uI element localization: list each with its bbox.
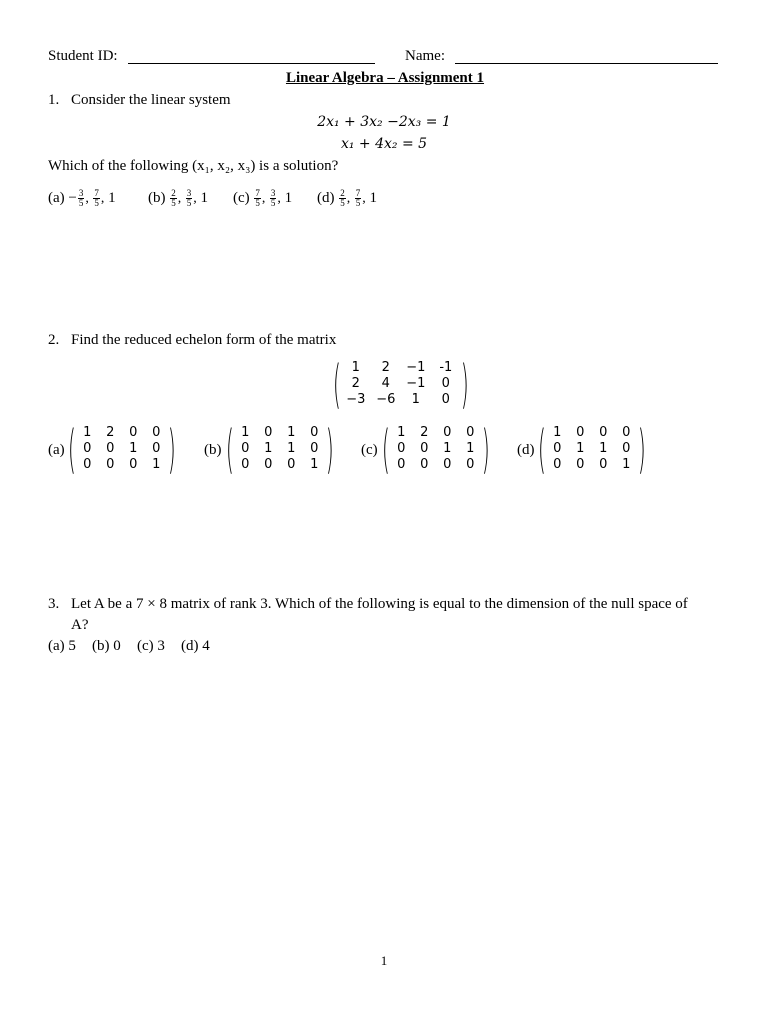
q2-option-matrix-b-row-2: [234, 441, 326, 457]
q1-option-fraction-1-numerator: 7: [255, 188, 260, 198]
q1-option-fraction-2-numerator: 7: [355, 188, 361, 198]
q2-given-matrix-cell: 4: [381, 376, 390, 391]
q2-option-matrix-d-row-2: [546, 441, 638, 457]
q2-option-matrix-b-cell: 0: [241, 441, 250, 456]
q2-option-matrix-b-cell: 1: [310, 457, 319, 472]
name-field[interactable]: [455, 48, 718, 64]
q2-option-matrix-c-row-3: [390, 457, 482, 473]
q1-option-label: (a): [48, 189, 69, 206]
q2-option-matrix-d-cell: 0: [622, 441, 631, 456]
q1-option-fraction-1: [170, 189, 177, 208]
q2-option-matrix-b-entries: [234, 425, 326, 473]
q2-option-matrix-c-cell: 0: [397, 441, 406, 456]
q2-option-label-d[interactable]: (d): [517, 442, 535, 458]
q2-option-matrix-c-cell: 2: [420, 425, 429, 440]
q2-option-matrix-a-cell: 0: [152, 425, 161, 440]
q2-option-matrix-d-cell: 0: [599, 457, 608, 472]
q2-option-matrix-b: [226, 417, 334, 481]
q2-option-matrix-c-left-paren: (: [382, 417, 390, 481]
q2-given-matrix-cell: 2: [351, 376, 360, 391]
q1-option-comma: ,: [100, 190, 105, 206]
q1-option-c[interactable]: [233, 189, 292, 208]
q1-option-b[interactable]: [148, 189, 208, 208]
q1-number: 1.: [48, 92, 60, 108]
q2-option-matrix-d-cell: 1: [622, 457, 631, 472]
q1-option-label: (d): [317, 189, 339, 206]
q2-option-matrix-a-cell: 0: [106, 441, 115, 456]
q2-option-matrix-a-row-3: [76, 457, 168, 473]
q2-option-matrix-b-cell: 1: [264, 441, 273, 456]
q2-option-matrix-a-cell: 0: [83, 457, 92, 472]
q2-option-label-a[interactable]: (a): [48, 442, 65, 458]
q2-option-matrix-a-cell: 0: [106, 457, 115, 472]
q2-option-matrix-c-cell: 0: [466, 457, 475, 472]
q2-given-matrix-cell: 1: [411, 392, 420, 407]
q1-option-comma: ,: [346, 190, 354, 206]
q2-option-matrix-a-row-1: [76, 425, 168, 441]
q1-option-value: 1: [365, 189, 377, 206]
q2-option-matrix-b-cell: 0: [310, 425, 319, 440]
q1-option-fraction-1-denominator: 5: [340, 198, 345, 208]
q2-option-matrix-c-entries: [390, 425, 482, 473]
q1-option-fraction-2-numerator: 3: [270, 188, 276, 198]
q3-option-a[interactable]: (a) 5: [48, 638, 76, 654]
q2-option-label-b[interactable]: (b): [204, 442, 222, 458]
q2-given-matrix-cell: 2: [381, 360, 390, 375]
q1-option-value: 1: [280, 189, 293, 206]
q2-option-matrix-d-cell: 0: [553, 441, 562, 456]
student-id-label: Student ID:: [48, 48, 118, 64]
q1-option-comma: ,: [261, 190, 269, 206]
q3-number: 3.: [48, 596, 60, 612]
q1-option-fraction-2: [93, 189, 100, 208]
q2-option-matrix-c-cell: 1: [466, 441, 475, 456]
q2-option-matrix-a-cell: 0: [152, 441, 161, 456]
q2-option-matrix-d-cell: 0: [576, 425, 585, 440]
q2-option-matrix-b-left-paren: (: [226, 417, 234, 481]
q1-option-fraction-1: [78, 189, 85, 208]
q1-option-value: 1: [104, 189, 116, 206]
q1-option-fraction-1: [339, 189, 346, 208]
q2-option-matrix-a-cell: 0: [129, 457, 138, 472]
q2-given-matrix-cell: 0: [441, 392, 450, 407]
q2-option-matrix-b-cell: 0: [264, 457, 273, 472]
q2-option-matrix-b-row-3: [234, 457, 326, 473]
q2-option-matrix-c-cell: 0: [466, 425, 475, 440]
q2-option-matrix-b-cell: 1: [287, 425, 296, 440]
q1-equation-2: x₁ + 4x₂ = 5: [340, 136, 428, 152]
q1-question: Which of the following (x₁, x₂, x₃) is a solution?: [48, 158, 339, 174]
q1-text: Consider the linear system: [71, 92, 231, 108]
q1-option-fraction-2-numerator: 7: [94, 188, 99, 198]
q2-option-matrix-a-cell: 1: [83, 425, 92, 440]
q2-given-matrix-cell: −6: [376, 392, 396, 407]
q1-option-fraction-2-denominator: 5: [94, 198, 99, 208]
q2-option-matrix-d-cell: 0: [576, 457, 585, 472]
q1-option-fraction-2-denominator: 5: [355, 198, 361, 208]
q1-option-comma: ,: [193, 190, 197, 206]
q2-option-matrix-b-row-1: [234, 425, 326, 441]
q1-option-fraction-2-denominator: 5: [186, 198, 192, 208]
q2-option-matrix-d-cell: 0: [622, 425, 631, 440]
q2-option-matrix-b-cell: 0: [310, 441, 319, 456]
q1-option-fraction-1-denominator: 5: [255, 198, 260, 208]
q2-given-matrix-cell: 1: [351, 360, 360, 375]
q2-option-matrix-b-cell: 0: [241, 457, 250, 472]
q1-option-comma: ,: [85, 190, 93, 206]
q2-option-matrix-a-cell: 0: [129, 425, 138, 440]
q2-given-matrix-row-2: [341, 376, 461, 392]
q1-option-fraction-1-numerator: 3: [78, 188, 84, 198]
q2-option-matrix-a-left-paren: (: [68, 417, 76, 481]
q3-option-c[interactable]: (c) 3: [137, 638, 165, 654]
q2-option-matrix-d-left-paren: (: [538, 417, 546, 481]
q2-given-matrix-entries: [341, 360, 461, 408]
q2-option-matrix-a-cell: 0: [83, 441, 92, 456]
q2-option-matrix-a-cell: 2: [106, 425, 115, 440]
q1-option-sign: −: [68, 189, 77, 206]
q1-option-fraction-2: [186, 189, 193, 208]
q2-given-matrix-cell: 0: [441, 376, 450, 391]
q2-option-matrix-d: [538, 417, 646, 481]
q2-option-matrix-d-right-paren: ): [637, 417, 646, 481]
q2-option-matrix-c: [382, 417, 490, 481]
q2-given-matrix-row-1: [341, 360, 461, 376]
q1-option-comma: ,: [277, 190, 281, 206]
q2-option-matrix-c-cell: 0: [397, 457, 406, 472]
q2-option-matrix-a-right-paren: ): [167, 417, 176, 481]
q1-option-fraction-1-numerator: 2: [340, 188, 345, 198]
q2-option-matrix-d-row-1: [546, 425, 638, 441]
q2-option-matrix-d-cell: 1: [599, 441, 608, 456]
q2-option-matrix-d-entries: [546, 425, 638, 473]
q2-text: Find the reduced echelon form of the matrix: [71, 332, 337, 348]
q2-option-matrix-c-cell: 1: [397, 425, 406, 440]
q2-option-matrix-b-right-paren: ): [325, 417, 334, 481]
q2-option-matrix-a-row-2: [76, 441, 168, 457]
q2-given-matrix: [333, 352, 469, 416]
q1-option-fraction-1: [254, 189, 261, 208]
q1-option-label: (c): [233, 189, 254, 206]
q2-given-matrix-row-3: [341, 392, 461, 408]
q2-option-matrix-a-entries: [76, 425, 168, 473]
q2-given-matrix-right-paren: ): [460, 352, 469, 416]
q1-option-fraction-1-numerator: 2: [171, 188, 176, 198]
q2-option-matrix-c-cell: 0: [443, 425, 452, 440]
q1-option-value: 1: [196, 189, 208, 206]
q2-option-matrix-a-cell: 1: [152, 457, 161, 472]
student-id-field[interactable]: [128, 48, 375, 64]
q1-option-fraction-2-numerator: 3: [186, 188, 192, 198]
q2-option-matrix-c-cell: 1: [443, 441, 452, 456]
q1-option-label: (b): [148, 189, 170, 206]
q2-option-matrix-d-cell: 0: [599, 425, 608, 440]
q1-option-comma: ,: [177, 190, 185, 206]
q2-option-matrix-c-right-paren: ): [481, 417, 490, 481]
q2-option-matrix-b-cell: 1: [287, 441, 296, 456]
q3-option-d[interactable]: (d) 4: [181, 638, 210, 654]
q2-option-matrix-d-cell: 1: [553, 425, 562, 440]
q2-option-matrix-a: [68, 417, 176, 481]
q1-option-fraction-2: [270, 189, 277, 208]
q2-given-matrix-cell: −3: [346, 392, 366, 407]
q2-given-matrix-cell: −1: [406, 376, 426, 391]
q1-option-a[interactable]: [48, 189, 116, 208]
q2-option-matrix-b-cell: 0: [264, 425, 273, 440]
q1-equation-1: 2x₁ + 3x₂ −2x₃ = 1: [317, 114, 451, 130]
q1-option-comma: ,: [362, 190, 366, 206]
q2-option-matrix-c-cell: 0: [443, 457, 452, 472]
q2-given-matrix-cell: -1: [439, 360, 453, 375]
q3-text-line2: A?: [71, 617, 89, 633]
q1-option-fraction-1-denominator: 5: [78, 198, 84, 208]
q2-option-matrix-c-row-2: [390, 441, 482, 457]
name-label: Name:: [405, 48, 445, 64]
q2-option-matrix-c-cell: 0: [420, 457, 429, 472]
q3-text-line1: Let A be a 7 × 8 matrix of rank 3. Which of the following is equal to the dimension of the null space of: [71, 596, 688, 612]
q2-option-matrix-c-row-1: [390, 425, 482, 441]
q2-option-matrix-b-cell: 0: [287, 457, 296, 472]
q1-option-fraction-1-denominator: 5: [171, 198, 176, 208]
q2-given-matrix-left-paren: (: [333, 352, 341, 416]
page-number: 1: [380, 953, 388, 968]
q1-option-fraction-2-denominator: 5: [270, 198, 276, 208]
q2-number: 2.: [48, 332, 60, 348]
page-title: Linear Algebra – Assignment 1: [285, 70, 485, 86]
q1-option-fraction-2: [355, 189, 362, 208]
q2-option-label-c[interactable]: (c): [361, 442, 378, 458]
q2-given-matrix-cell: −1: [406, 360, 426, 375]
q2-option-matrix-a-cell: 1: [129, 441, 138, 456]
q3-option-b[interactable]: (b) 0: [92, 638, 121, 654]
q2-option-matrix-b-cell: 1: [241, 425, 250, 440]
q2-option-matrix-d-row-3: [546, 457, 638, 473]
q2-option-matrix-c-cell: 0: [420, 441, 429, 456]
q1-option-d[interactable]: [317, 189, 377, 208]
q2-option-matrix-d-cell: 0: [553, 457, 562, 472]
q2-option-matrix-d-cell: 1: [576, 441, 585, 456]
